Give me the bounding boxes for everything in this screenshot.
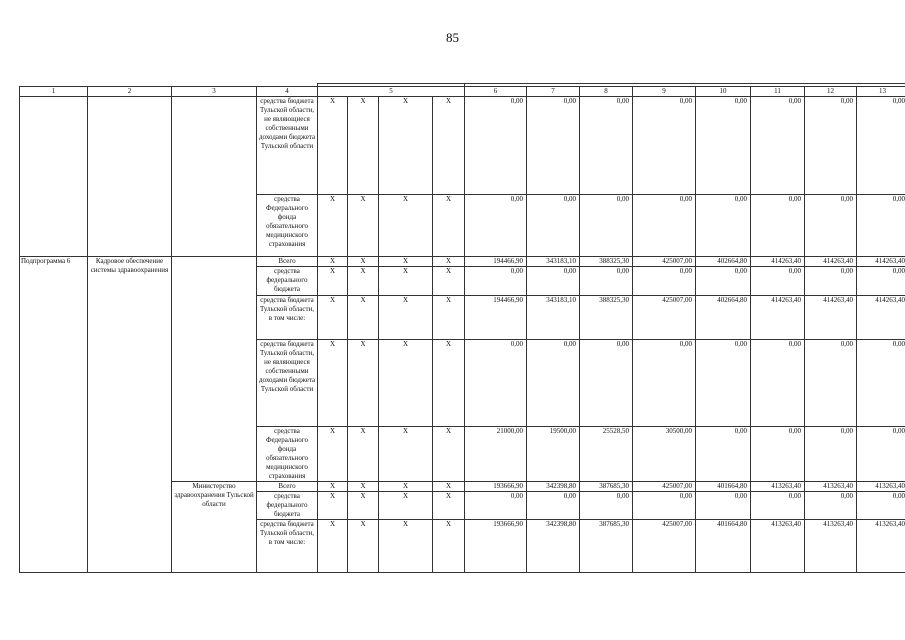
cell-empty (172, 97, 257, 257)
x-mark: X (379, 296, 433, 340)
x-mark: X (318, 520, 348, 573)
x-mark: X (379, 257, 433, 267)
value-cell: 414263,40 (751, 257, 805, 267)
cell-empty (172, 257, 257, 482)
x-mark: X (348, 267, 379, 296)
value-cell: 0,00 (857, 97, 905, 195)
value-cell: 0,00 (857, 492, 905, 520)
x-mark: X (348, 257, 379, 267)
value-cell: 0,00 (633, 267, 696, 296)
value-cell: 0,00 (751, 492, 805, 520)
value-cell: 342398,80 (527, 482, 580, 492)
value-cell: 0,00 (805, 195, 857, 257)
value-cell: 0,00 (633, 195, 696, 257)
value-cell: 0,00 (465, 267, 527, 296)
value-cell: 0,00 (857, 195, 905, 257)
value-cell: 0,00 (751, 97, 805, 195)
x-mark: X (433, 97, 465, 195)
value-cell: 0,00 (580, 267, 633, 296)
value-cell: 0,00 (580, 492, 633, 520)
cell-empty (88, 97, 172, 257)
value-cell: 0,00 (465, 97, 527, 195)
value-cell: 425007,00 (633, 296, 696, 340)
column-header: 7 (527, 87, 580, 97)
value-cell: 413263,40 (805, 482, 857, 492)
cell-empty (20, 97, 88, 257)
column-number-row (20, 87, 905, 97)
x-mark: X (433, 427, 465, 482)
x-mark: X (318, 97, 348, 195)
value-cell: 414263,40 (857, 257, 905, 267)
value-cell: 402664,80 (696, 257, 751, 267)
value-cell: 0,00 (527, 97, 580, 195)
funding-source: средства бюджета Тульской области, не являющиеся собственными доходами бюджета Тульской области (257, 340, 318, 427)
value-cell: 0,00 (857, 427, 905, 482)
x-mark: X (318, 340, 348, 427)
x-mark: X (433, 482, 465, 492)
value-cell: 0,00 (696, 340, 751, 427)
column-header: 1 (20, 87, 88, 97)
value-cell: 0,00 (580, 195, 633, 257)
x-mark: X (318, 296, 348, 340)
value-cell: 0,00 (696, 97, 751, 195)
value-cell: 0,00 (633, 492, 696, 520)
x-mark: X (379, 340, 433, 427)
value-cell: 343183,10 (527, 296, 580, 340)
value-cell: 342398,80 (527, 520, 580, 573)
x-mark: X (379, 97, 433, 195)
value-cell: 413263,40 (857, 520, 905, 573)
value-cell: 0,00 (527, 267, 580, 296)
funding-source: средства Федерального фонда обязательного медицинского страхования (257, 195, 318, 257)
column-header: 6 (465, 87, 527, 97)
value-cell: 425007,00 (633, 257, 696, 267)
column-header: 11 (751, 87, 805, 97)
value-cell: 21000,00 (465, 427, 527, 482)
value-cell: 0,00 (527, 492, 580, 520)
funding-source: средства бюджета Тульской области, в том числе: (257, 520, 318, 573)
funding-source: средства федерального бюджета (257, 492, 318, 520)
page-number: 85 (446, 30, 459, 45)
funding-source: средства Федерального фонда обязательного медицинского страхования (257, 427, 318, 482)
value-cell: 0,00 (696, 195, 751, 257)
value-cell: 413263,40 (751, 482, 805, 492)
value-cell: 0,00 (465, 340, 527, 427)
value-cell: 0,00 (751, 195, 805, 257)
x-mark: X (433, 267, 465, 296)
x-mark: X (379, 267, 433, 296)
column-header: 10 (696, 87, 751, 97)
value-cell: 0,00 (857, 340, 905, 427)
x-mark: X (348, 296, 379, 340)
x-mark: X (318, 195, 348, 257)
x-mark: X (348, 97, 379, 195)
value-cell: 194466,90 (465, 296, 527, 340)
value-cell: 19500,00 (527, 427, 580, 482)
column-header: 9 (633, 87, 696, 97)
value-cell: 388325,30 (580, 257, 633, 267)
column-header: 5 (318, 87, 465, 97)
value-cell: 0,00 (527, 340, 580, 427)
subprogram-name: Кадровое обеспечение системы здравоохранения (88, 257, 172, 573)
value-cell: 413263,40 (857, 482, 905, 492)
value-cell: 193666,90 (465, 520, 527, 573)
value-cell: 0,00 (580, 97, 633, 195)
value-cell: 0,00 (633, 97, 696, 195)
value-cell: 414263,40 (805, 257, 857, 267)
funding-source: средства бюджета Тульской области, в том числе: (257, 296, 318, 340)
value-cell: 0,00 (696, 492, 751, 520)
x-mark: X (318, 492, 348, 520)
value-cell: 193666,90 (465, 482, 527, 492)
column-header: 2 (88, 87, 172, 97)
x-mark: X (348, 195, 379, 257)
x-mark: X (379, 492, 433, 520)
x-mark: X (348, 340, 379, 427)
value-cell: 0,00 (751, 340, 805, 427)
x-mark: X (318, 482, 348, 492)
x-mark: X (348, 520, 379, 573)
value-cell: 0,00 (580, 340, 633, 427)
column-header: 12 (805, 87, 857, 97)
x-mark: X (433, 340, 465, 427)
value-cell: 401664,80 (696, 520, 751, 573)
value-cell: 0,00 (633, 340, 696, 427)
value-cell: 414263,40 (751, 296, 805, 340)
table-row (20, 97, 905, 195)
value-cell: 425007,00 (633, 482, 696, 492)
x-mark: X (379, 520, 433, 573)
value-cell: 0,00 (751, 267, 805, 296)
ministry-name: Министерство здравоохранения Тульской области (172, 482, 257, 573)
subprogram-label: Подпрограмма 6 (20, 257, 88, 573)
value-cell: 414263,40 (805, 296, 857, 340)
value-cell: 30500,00 (633, 427, 696, 482)
x-mark: X (318, 267, 348, 296)
x-mark: X (318, 257, 348, 267)
value-cell: 387685,30 (580, 520, 633, 573)
column-header: 3 (172, 87, 257, 97)
value-cell: 0,00 (805, 97, 857, 195)
x-mark: X (379, 482, 433, 492)
funding-source: Всего (257, 482, 318, 492)
value-cell: 425007,00 (633, 520, 696, 573)
table-row (20, 257, 905, 267)
value-cell: 414263,40 (857, 296, 905, 340)
x-mark: X (348, 427, 379, 482)
column-header: 8 (580, 87, 633, 97)
funding-source: средства федерального бюджета (257, 267, 318, 296)
value-cell: 25528,50 (580, 427, 633, 482)
value-cell: 388325,30 (580, 296, 633, 340)
value-cell: 0,00 (527, 195, 580, 257)
x-mark: X (379, 427, 433, 482)
value-cell: 0,00 (805, 340, 857, 427)
value-cell: 194466,90 (465, 257, 527, 267)
value-cell: 0,00 (857, 267, 905, 296)
x-mark: X (348, 482, 379, 492)
value-cell: 343183,10 (527, 257, 580, 267)
x-mark: X (433, 520, 465, 573)
x-mark: X (379, 195, 433, 257)
x-mark: X (348, 492, 379, 520)
x-mark: X (433, 492, 465, 520)
value-cell: 0,00 (751, 427, 805, 482)
value-cell: 387685,30 (580, 482, 633, 492)
value-cell: 413263,40 (805, 520, 857, 573)
value-cell: 0,00 (805, 427, 857, 482)
x-mark: X (433, 296, 465, 340)
funding-source: Всего (257, 257, 318, 267)
budget-table (19, 83, 905, 573)
x-mark: X (433, 195, 465, 257)
x-mark: X (318, 427, 348, 482)
value-cell: 401664,80 (696, 482, 751, 492)
value-cell: 402664,80 (696, 296, 751, 340)
value-cell: 0,00 (696, 427, 751, 482)
value-cell: 0,00 (696, 267, 751, 296)
value-cell: 0,00 (805, 267, 857, 296)
value-cell: 0,00 (465, 492, 527, 520)
column-header: 13 (857, 87, 905, 97)
x-mark: X (433, 257, 465, 267)
funding-source: средства бюджета Тульской области, не являющиеся собственными доходами бюджета Тульской области (257, 97, 318, 195)
value-cell: 0,00 (465, 195, 527, 257)
column-header: 4 (257, 87, 318, 97)
value-cell: 413263,40 (751, 520, 805, 573)
value-cell: 0,00 (805, 492, 857, 520)
